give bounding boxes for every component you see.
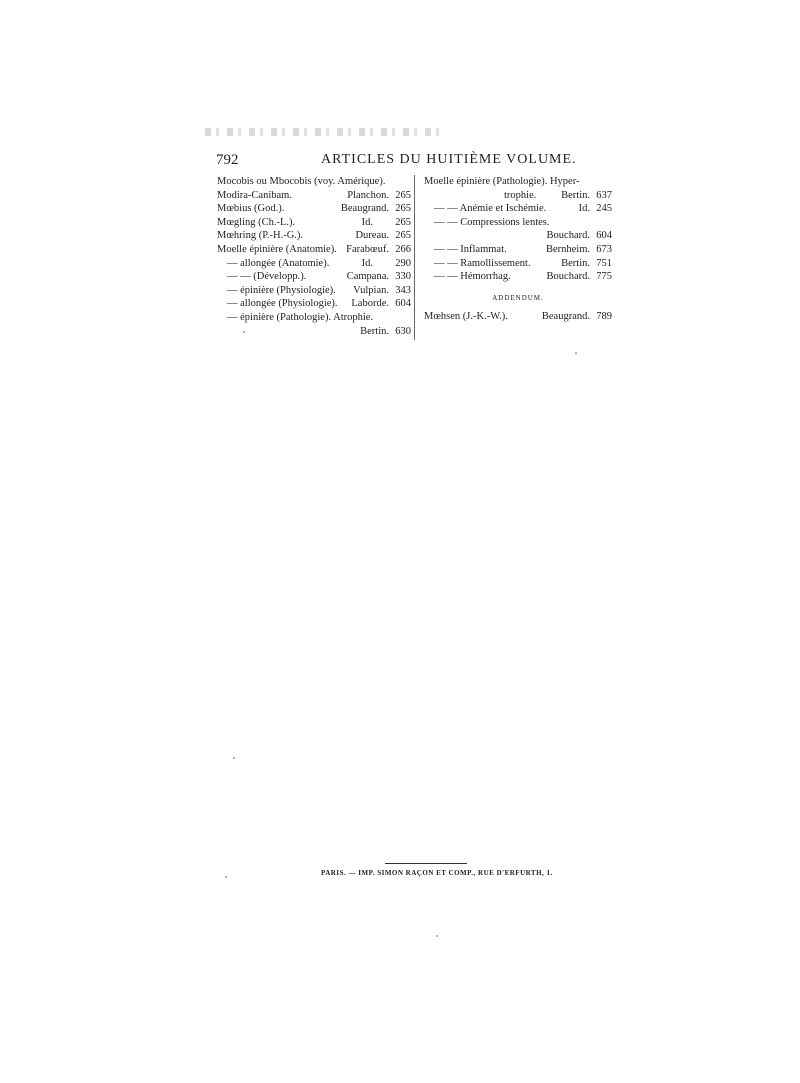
entry-page: 673 <box>596 243 612 255</box>
page-number: 792 <box>216 152 239 168</box>
entry-page: 604 <box>596 230 612 242</box>
entry-author: Bertin. <box>561 189 590 201</box>
index-entry <box>424 175 612 189</box>
entry-author: Beaugrand. <box>541 310 590 322</box>
entry-author: Planchon. <box>347 189 389 201</box>
entry-title: — épinière (Pathologie). Atrophie. <box>227 311 374 323</box>
entry-author: Id. <box>361 216 373 228</box>
entry-title: — — Inflammat. <box>434 243 507 255</box>
index-entry <box>217 284 411 298</box>
entry-title: Mœgling (Ch.-L.). <box>217 216 296 228</box>
entry-title: trophie. <box>504 189 537 201</box>
index-entry <box>217 202 411 216</box>
index-entry <box>217 311 411 325</box>
entry-page: 265 <box>395 230 411 242</box>
entry-page: 604 <box>395 298 411 310</box>
entry-author: Farabœuf. <box>346 243 389 255</box>
entry-author: Laborde. <box>351 298 389 310</box>
entry-author: Bouchard. <box>546 230 590 242</box>
entry-author: Bertin. <box>561 257 590 269</box>
entry-page: 637 <box>596 189 612 201</box>
scan-speck <box>233 757 235 759</box>
entry-page: 245 <box>596 203 612 215</box>
entry-title: — — (Développ.). <box>227 271 307 283</box>
running-title: ARTICLES DU HUITIÈME VOLUME. <box>321 152 577 167</box>
entry-title: Mocobis ou Mbocobis (voy. Amérique). <box>217 176 386 187</box>
entry-title: Mœhring (P.-H.-G.). <box>217 230 304 242</box>
index-entry <box>424 270 612 284</box>
entry-author: Bouchard. <box>546 271 590 283</box>
entry-page: 789 <box>596 310 612 322</box>
index-entry <box>217 243 411 257</box>
index-entry <box>424 202 612 216</box>
entry-page: 265 <box>395 216 411 228</box>
scan-speck <box>243 331 245 333</box>
entry-page: 266 <box>395 243 411 255</box>
index-entry <box>424 216 612 230</box>
index-entry <box>217 175 411 189</box>
index-entry <box>217 216 411 230</box>
entry-page: 630 <box>395 325 411 337</box>
index-entry <box>217 325 411 339</box>
entry-title: — — Compressions lentes. <box>434 216 550 228</box>
entry-title: Moelle épinière (Anatomie). <box>217 243 337 255</box>
index-entry <box>424 243 612 257</box>
entry-author: Bertin. <box>360 325 389 337</box>
entry-title: — — Anémie et Ischémie. <box>434 203 547 215</box>
entry-page: 751 <box>596 257 612 269</box>
scan-artifact <box>205 128 440 136</box>
entry-title: — allongée (Anatomie). <box>227 257 330 269</box>
entry-title: — — Ramollissement. <box>434 257 531 269</box>
left-column <box>217 175 411 338</box>
entry-page: 343 <box>395 284 411 296</box>
footer-rule <box>385 863 467 864</box>
column-divider <box>414 175 415 340</box>
index-entry <box>217 297 411 311</box>
entry-title: — allongée (Physiologie). <box>227 298 338 310</box>
entry-title: — épinière (Physiologie). <box>227 284 336 296</box>
entry-title: Mœhsen (J.-K.-W.). <box>424 310 508 322</box>
entry-page: 775 <box>596 271 612 283</box>
entry-title: Mœbius (God.). <box>217 203 285 215</box>
index-entry <box>217 270 411 284</box>
index-entry <box>424 229 612 243</box>
entry-author: Id. <box>578 203 590 215</box>
index-entry <box>217 229 411 243</box>
entry-author: Vulpian. <box>353 284 389 296</box>
index-entry <box>217 257 411 271</box>
entry-page: 265 <box>395 189 411 201</box>
right-column <box>424 175 612 323</box>
scan-speck <box>225 876 227 878</box>
entry-page: 330 <box>395 271 411 283</box>
entry-title: — — Hémorrhag. <box>434 271 511 283</box>
entry-author: Beaugrand. <box>340 203 389 215</box>
scan-speck <box>575 352 577 354</box>
entry-author: Bernheim. <box>545 243 590 255</box>
entry-title: Moelle épinière (Pathologie). Hyper- <box>424 176 580 187</box>
addendum-heading: ADDENDUM. <box>492 293 544 302</box>
entry-author: Id. <box>361 257 373 269</box>
scan-speck <box>436 935 438 937</box>
addendum-entry <box>424 310 612 324</box>
entry-author: Dureau. <box>355 230 389 242</box>
index-entry <box>217 189 411 203</box>
entry-page: 290 <box>395 257 411 269</box>
index-entry <box>424 189 612 203</box>
entry-page: 265 <box>395 203 411 215</box>
printer-imprint: PARIS. — IMP. SIMON RAÇON ET COMP., RUE D'ERFURTH, 1. <box>321 869 553 877</box>
index-entry <box>424 257 612 271</box>
entry-title: Modira-Canibam. <box>217 189 292 201</box>
entry-author: Campana. <box>346 271 389 283</box>
